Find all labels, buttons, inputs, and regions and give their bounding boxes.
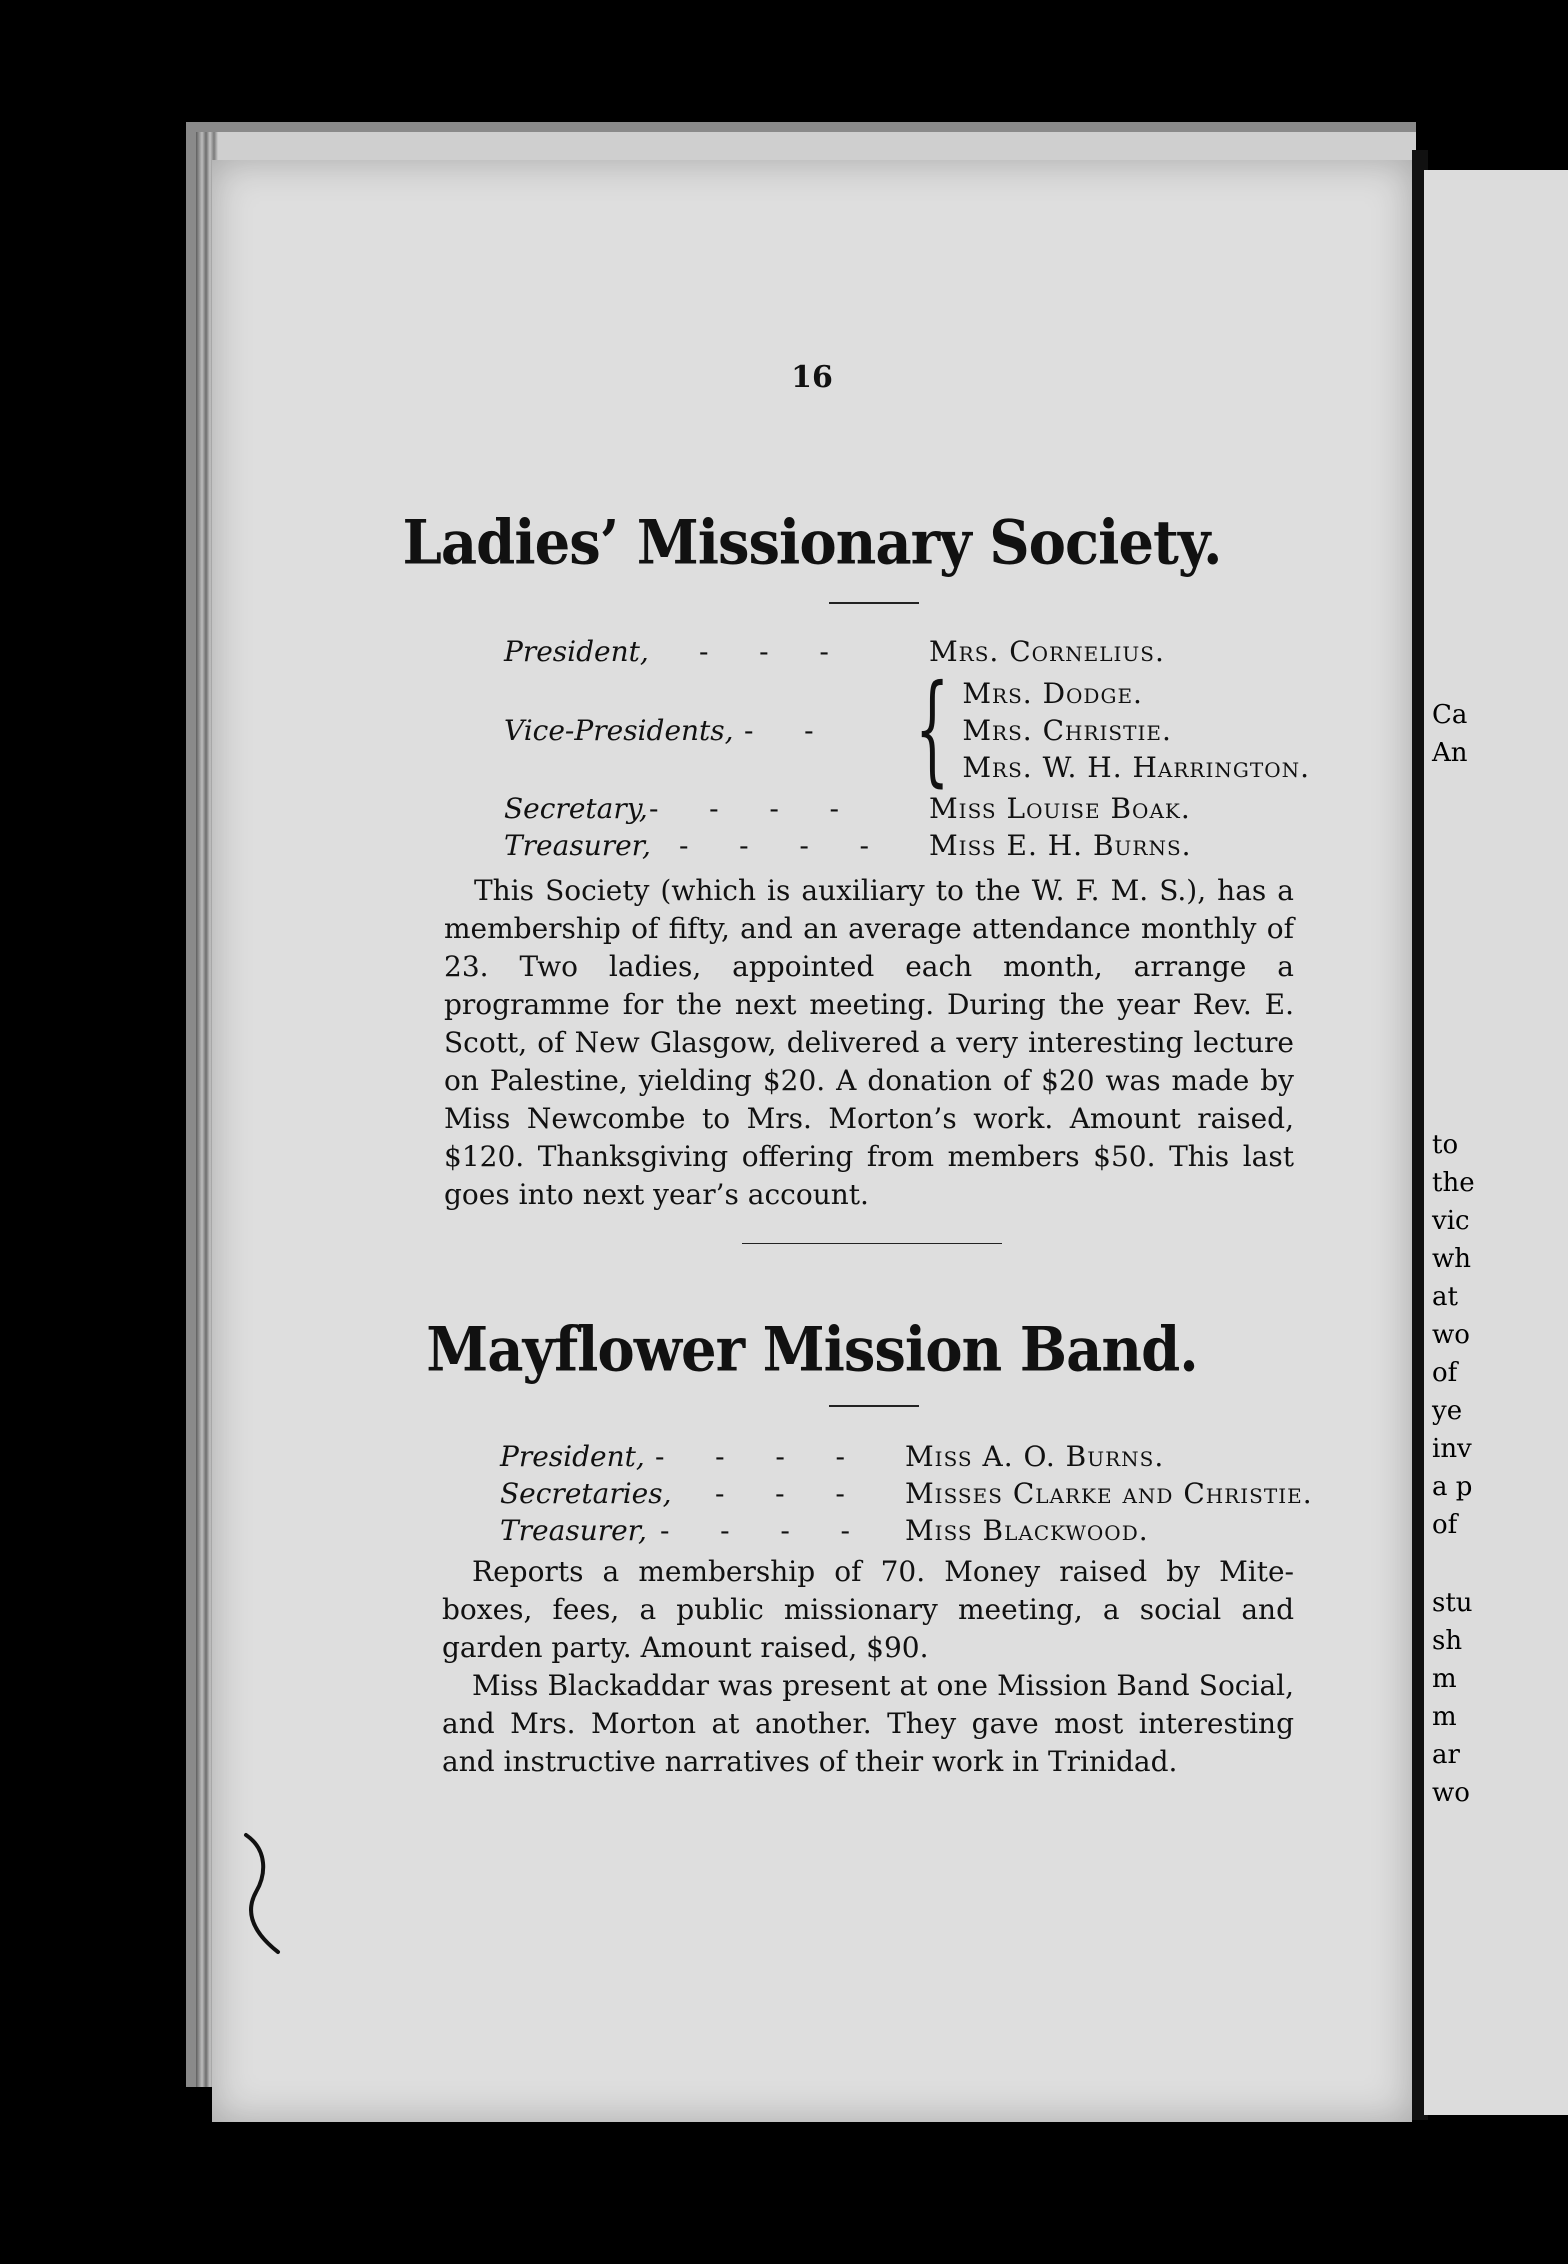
pencil-mark-icon <box>238 1830 288 1960</box>
heading-rule <box>829 1405 919 1407</box>
officer-name: Miss Louise Boak. <box>929 792 1191 825</box>
dash-leader: - - <box>744 713 820 747</box>
section-divider <box>742 1243 1002 1244</box>
officer-name: Miss E. H. Burns. <box>929 829 1192 862</box>
officer-row <box>500 1438 1313 1475</box>
officer-name: Mrs. W. H. Harrington. <box>962 750 1310 784</box>
dash-leader: - - - - <box>655 1440 851 1473</box>
officer-role: Treasurer, <box>504 829 651 862</box>
facing-fragment: An <box>1432 738 1468 768</box>
officer-role: President, <box>504 635 649 668</box>
mayflower-officers-list <box>500 1438 1313 1549</box>
officer-role: Vice-Presidents, <box>504 713 734 747</box>
brace-icon: { <box>914 660 950 799</box>
dash-leader: - - - - <box>649 792 845 825</box>
facing-fragment: of <box>1432 1358 1458 1388</box>
mayflower-visitors-paragraph: Miss Blackaddar was present at one Mission Band Social, and Mrs. Morton at another. They gave most interesting and instructive narratives of their work in Trinidad. <box>442 1669 1294 1778</box>
heading-rule <box>829 602 919 604</box>
section-heading-mayflower: Mayflower Mission Band. <box>426 1314 1198 1386</box>
dash-leader: - - - - <box>679 829 875 862</box>
facing-fragment: inv <box>1432 1434 1472 1464</box>
officer-role: Secretary, <box>504 792 648 825</box>
page-number: 16 <box>791 360 833 395</box>
dash-leader: - - - <box>715 1477 851 1510</box>
officer-name: Mrs. Christie. <box>962 713 1172 747</box>
vice-president-names <box>962 675 1310 786</box>
facing-fragment: at <box>1432 1282 1458 1312</box>
officer-name: Mrs. Dodge. <box>962 676 1143 710</box>
facing-fragment: wo <box>1432 1778 1470 1808</box>
facing-fragment: to <box>1432 1130 1459 1160</box>
facing-fragment: m <box>1432 1702 1457 1732</box>
officer-row <box>504 633 1310 670</box>
officer-role: Secretaries, <box>500 1477 672 1510</box>
dash-leader: - - - - <box>660 1514 856 1547</box>
facing-fragment: vic <box>1432 1206 1470 1236</box>
facing-fragment: ar <box>1432 1740 1460 1770</box>
officer-row <box>500 1512 1313 1549</box>
facing-fragment: the <box>1432 1168 1475 1198</box>
facing-fragment: wo <box>1432 1320 1470 1350</box>
officer-row <box>504 660 1310 799</box>
facing-fragment: of <box>1432 1510 1458 1540</box>
officer-row <box>504 790 1310 827</box>
facing-fragment: stu <box>1432 1588 1473 1618</box>
ladies-report-paragraph: This Society (which is auxiliary to the W. F. M. S.), has a membership of fifty, and an average attendance monthly of 23. Two ladies, appointed each month, arrange a programme for the next meeting. During the year Rev. E. Scott, of New Glasgow, delivered a very interesting lecture on Palestine, yielding $20. A donation of $20 was made by Miss Newcombe to Mrs. Morton’s work. Amount raised, $120. Thanksgiving offering from members $50. This last goes into next year’s account. <box>444 874 1294 1211</box>
facing-fragment: ye <box>1432 1396 1463 1426</box>
officer-name: Mrs. Cornelius. <box>929 635 1165 668</box>
book-page <box>212 160 1412 2122</box>
mayflower-report-paragraph: Reports a membership of 70. Money raised by Mite-boxes, fees, a public missionary meeting, a social and garden party. Amount raised, $90. <box>442 1555 1294 1664</box>
dash-leader: - - - <box>699 635 835 668</box>
officer-name: Miss Blackwood. <box>905 1514 1149 1547</box>
ladies-officers-list <box>504 633 1310 864</box>
facing-fragment: wh <box>1432 1244 1471 1274</box>
facing-fragment: Ca <box>1432 700 1468 730</box>
officer-row <box>500 1475 1313 1512</box>
facing-fragment: sh <box>1432 1626 1463 1656</box>
officer-role: Treasurer, <box>500 1514 647 1547</box>
facing-page <box>1424 170 1568 2115</box>
facing-fragment: m <box>1432 1664 1457 1694</box>
officer-row <box>504 827 1310 864</box>
facing-fragment: a p <box>1432 1472 1473 1502</box>
officer-name: Misses Clarke and Christie. <box>905 1477 1313 1510</box>
officer-name: Miss A. O. Burns. <box>905 1440 1165 1473</box>
section-heading-ladies: Ladies’ Missionary Society. <box>402 507 1222 579</box>
officer-role: President, <box>500 1440 645 1473</box>
